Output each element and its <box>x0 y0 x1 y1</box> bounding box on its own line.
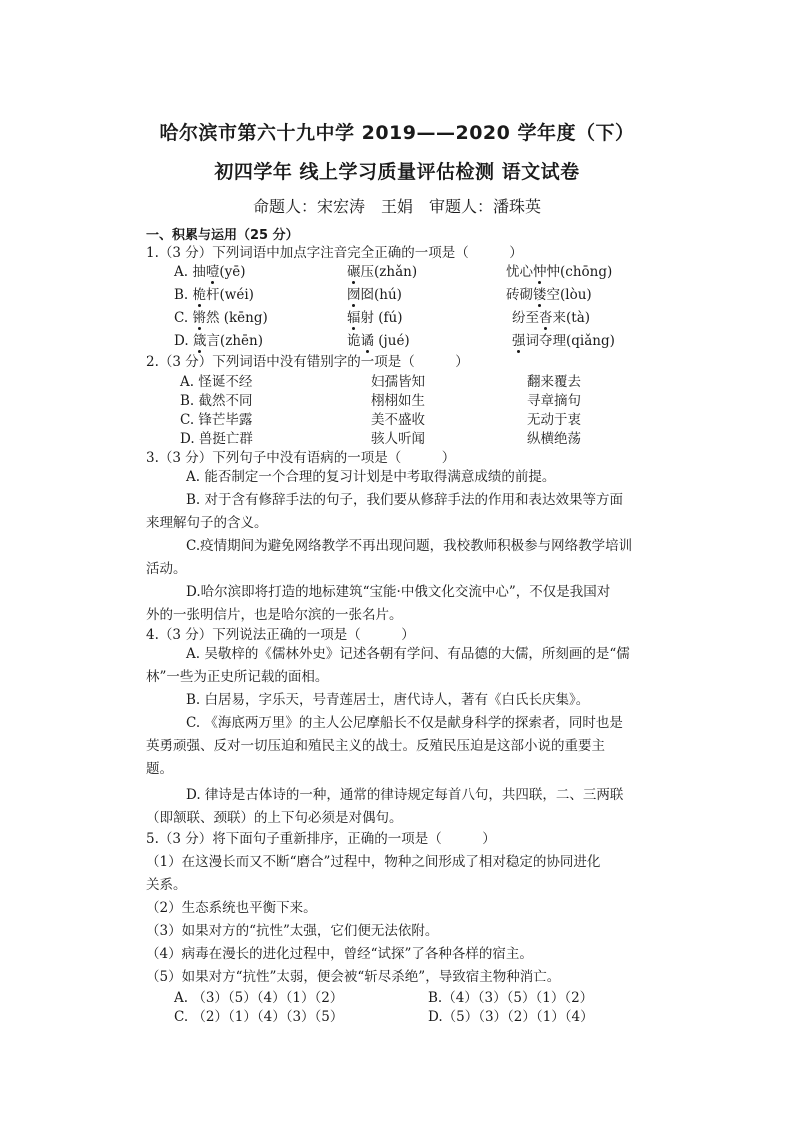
q3-option-c-cont: 活动。 <box>146 561 187 577</box>
q5-option-d: D.（5）（3）（2）（1）（4） <box>428 1009 594 1025</box>
q3-option-c: C.疫情期间为避免网络教学不再出现问题，我校教师积极参与网络教学培训 <box>186 538 633 554</box>
q4-option-b: B. 白居易，字乐天，号青莲居士，唐代诗人，著有《白氏长庆集》。 <box>186 692 590 708</box>
q5-sentence-4: （4）病毒在漫长的进化过程中，曾经“试探”了各种各样的宿主。 <box>146 946 533 962</box>
q1-stem: 1.（3 分）下列词语中加点字注音完全正确的一项是（ ） <box>146 245 523 261</box>
q3-option-b: B. 对于含有修辞手法的句子，我们要从修辞手法的作用和表达效果等方面 <box>186 492 624 508</box>
q1-b1: B. 桅杆(wéi) <box>174 287 254 303</box>
q2-b2: 栩栩如生 <box>371 393 425 409</box>
q5-sentence-1-cont: 关系。 <box>146 877 187 893</box>
exam-title-line1: 哈尔滨市第六十九中学 2019——2020 学年度（下） <box>159 122 635 144</box>
q5-option-a: A. （3）（5）（4）（1）（2） <box>174 990 344 1006</box>
q1-c1: C. 锵然 (kēng) <box>174 310 268 326</box>
q2-a2: 妇孺皆知 <box>371 374 425 390</box>
q2-c1: C. 锋芒毕露 <box>180 412 253 428</box>
q2-a1: A. 怪诞不经 <box>180 374 253 390</box>
q3-option-d: D.哈尔滨即将打造的地标建筑“宝能·中俄文化交流中心”，不仅是我国对 <box>186 584 611 600</box>
q1-b3: 砖砌镂空(lòu) <box>506 287 592 303</box>
q2-b3: 寻章摘句 <box>527 393 581 409</box>
q4-stem: 4.（3 分）下列说法正确的一项是（ ） <box>146 627 415 643</box>
q2-d1: D. 兽挺亡群 <box>180 431 253 447</box>
q5-sentence-2: （2）生态系统也平衡下来。 <box>146 900 317 916</box>
q1-a1: A. 抽噎(yē) <box>174 264 246 280</box>
q4-option-c-cont2: 题。 <box>146 761 173 777</box>
q1-a3: 忧心忡忡(chōng) <box>506 264 613 280</box>
q2-d2: 骇人听闻 <box>371 431 425 447</box>
q5-sentence-1: （1）在这漫长而又不断“磨合”过程中，物种之间形成了相对稳定的协同进化 <box>146 854 601 870</box>
q1-c3: 纷至沓来(tà) <box>512 310 591 326</box>
section-heading: 一、积累与运用（25 分） <box>146 228 299 243</box>
q4-option-d: D. 律诗是古体诗的一种，通常的律诗规定每首八句，共四联，二、三两联 <box>186 787 624 803</box>
q2-c2: 美不盛收 <box>371 412 425 428</box>
q3-option-b-cont: 来理解句子的含义。 <box>146 515 268 531</box>
q2-stem: 2.（3 分）下列词语中没有错别字的一项是（ ） <box>146 354 469 370</box>
exam-authors: 命题人：宋宏涛 王娟 审题人：潘珠英 <box>252 197 541 216</box>
q5-option-c: C. （2）（1）（4）（3）（5） <box>174 1009 344 1025</box>
q1-b2: 囫囵(hú) <box>347 287 402 303</box>
q4-option-a: A. 吴敬梓的《儒林外史》记述各朝有学问、有品德的大儒，所刻画的是“儒 <box>186 646 630 662</box>
exam-title-line2: 初四学年 线上学习质量评估检测 语文试卷 <box>214 161 580 183</box>
q2-a3: 翻来覆去 <box>527 374 581 390</box>
q5-option-b: B.（4）（3）（5）（1）（2） <box>428 990 594 1006</box>
q4-option-c: C. 《海底两万里》的主人公尼摩船长不仅是献身科学的探索者，同时也是 <box>186 715 623 731</box>
q2-c3: 无动于衷 <box>527 412 581 428</box>
q2-d3: 纵横绝荡 <box>527 431 581 447</box>
q1-d2: 诡谲 (jué) <box>347 333 410 349</box>
q5-sentence-5: （5）如果对方“抗性”太弱，便会被“斩尽杀绝”，导致宿主物种消亡。 <box>146 969 561 985</box>
q4-option-d-cont: （即颔联、颈联）的上下句必须是对偶句。 <box>146 810 403 826</box>
q4-option-c-cont: 英勇顽强、反对一切压迫和殖民主义的战士。反殖民压迫是这部小说的重要主 <box>146 738 605 754</box>
q5-stem: 5.（3 分）将下面句子重新排序，正确的一项是（ ） <box>146 831 496 847</box>
q3-option-d-cont: 外的一张明信片，也是哈尔滨的一张名片。 <box>146 607 403 623</box>
q1-a2: 碾压(zhǎn) <box>347 264 418 280</box>
q4-option-a-cont: 林”一些为正史所记载的面相。 <box>146 669 329 685</box>
q1-d3: 强词夺理(qiǎng) <box>512 333 615 349</box>
q2-b1: B. 截然不同 <box>180 393 253 409</box>
q3-stem: 3.（3 分）下列句子中没有语病的一项是（ ） <box>146 450 456 466</box>
q1-c2: 辐射 (fú) <box>347 310 403 326</box>
q5-sentence-3: （3）如果对方的“抗性”太强，它们便无法依附。 <box>146 923 439 939</box>
q3-option-a: A. 能否制定一个合理的复习计划是中考取得满意成绩的前提。 <box>186 469 556 485</box>
q1-d1: D. 箴言(zhēn) <box>174 333 263 349</box>
